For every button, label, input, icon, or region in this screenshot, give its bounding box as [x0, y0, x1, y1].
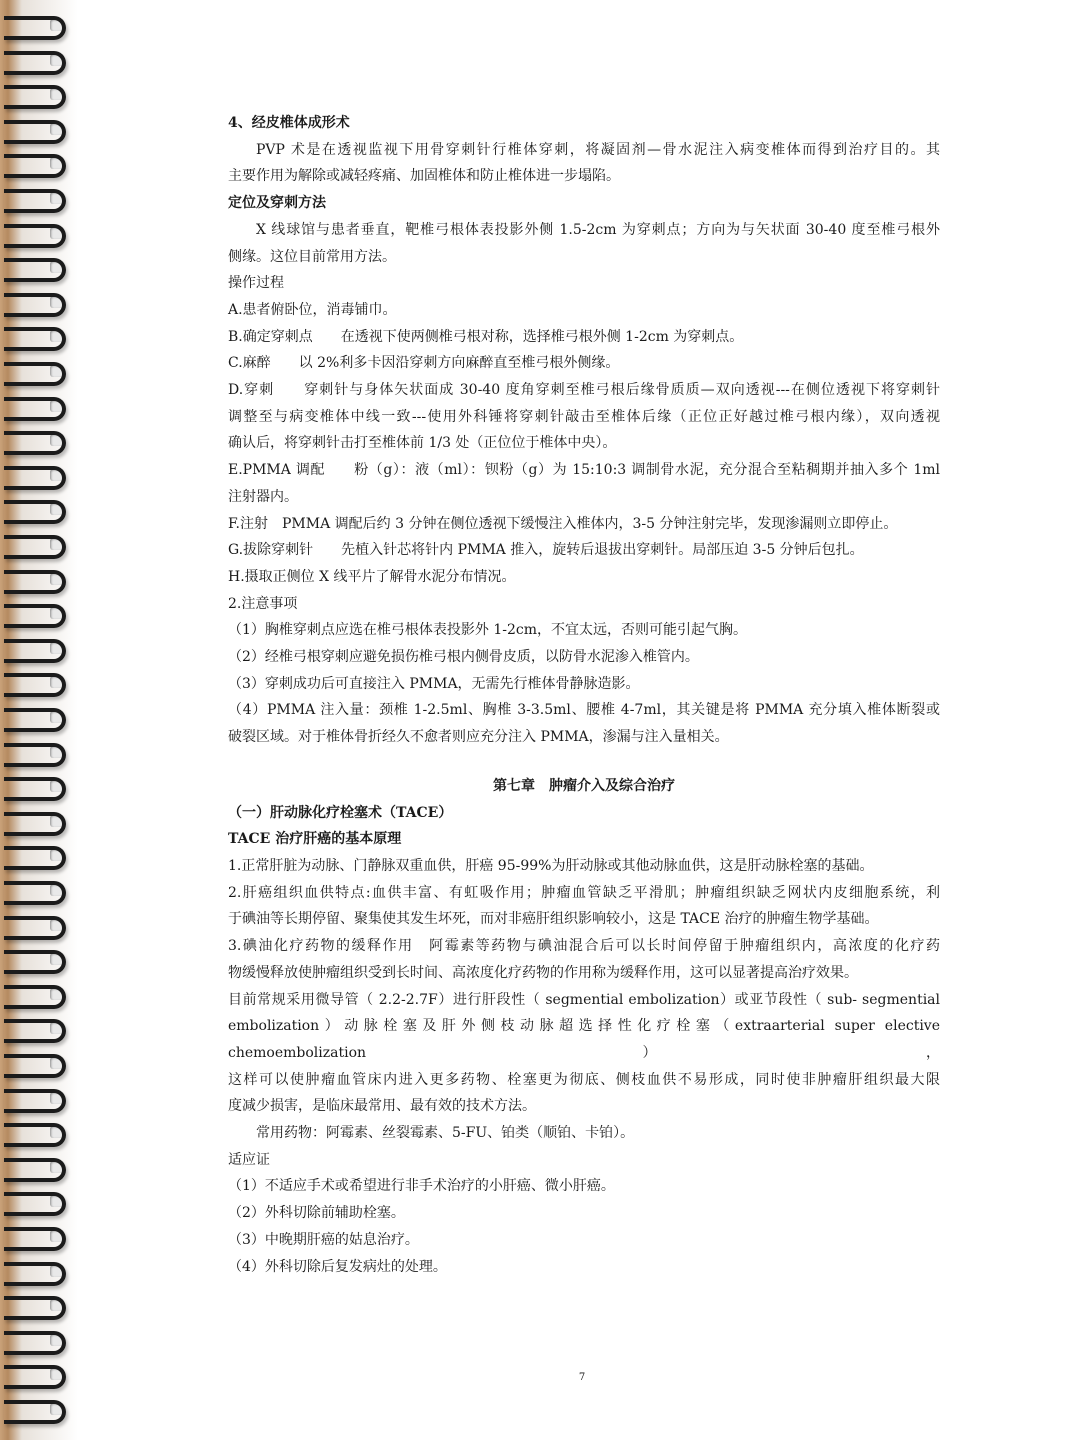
binding-wire: [4, 362, 66, 386]
text-line: 侧缘。这位目前常用方法。: [228, 248, 396, 265]
text-line: X 线球馆与患者垂直，靶椎弓根体表投影外侧 1.5-2cm 为穿刺点；方向为与矢状面 30-40 度至椎弓根外: [256, 221, 940, 238]
binding-ring: [0, 1083, 72, 1113]
binding-wire: [4, 1331, 66, 1355]
binding-ring: [0, 252, 72, 282]
binding-wire: [4, 1089, 66, 1113]
binding-wire: [4, 397, 66, 421]
binding-wire: [4, 777, 66, 801]
binding-wire: [4, 189, 66, 213]
binding-ring: [0, 148, 72, 178]
text-line: （4）外科切除后复发病灶的处理。: [228, 1258, 447, 1275]
binding-wire: [4, 1227, 66, 1251]
binding-wire: [4, 639, 66, 663]
binding-ring: [0, 702, 72, 732]
text-line: 调整至与病变椎体中线一致---使用外科锤将穿刺针敲击至椎体后缘（正位正好越过椎弓根内缘），双向透视: [228, 408, 940, 425]
binding-ring: [0, 356, 72, 386]
binding-wire: [4, 1123, 66, 1147]
binding-wire: [4, 1296, 66, 1320]
binding-ring: [0, 1256, 72, 1286]
binding-wire: [4, 154, 66, 178]
heading-line: 4、经皮椎体成形术: [228, 115, 350, 131]
page-number: 7: [578, 1372, 586, 1383]
binding-wire: [4, 466, 66, 490]
binding-ring: [0, 564, 72, 594]
binding-wire: [4, 570, 66, 594]
heading-line: TACE 治疗肝癌的基本原理: [228, 831, 402, 848]
text-line: 操作过程: [228, 275, 284, 292]
text-line: A.患者俯卧位，消毒铺巾。: [228, 301, 397, 318]
text-line: G.拔除穿刺针 先植入针芯将针内 PMMA 推入，旋转后退拔出穿刺针。局部压迫 3-5 分钟后包扎。: [228, 542, 864, 559]
binding-wire: [4, 708, 66, 732]
binding-ring: [0, 806, 72, 836]
text-line: （2）经椎弓根穿刺应避免损伤椎弓根内侧骨皮质，以防骨水泥渗入椎管内。: [228, 649, 699, 666]
text-line: 1.正常肝脏为动脉、门静脉双重血供，肝癌 95-99%为肝动脉或其他动脉血供，这是肝动脉栓塞的基础。: [228, 857, 874, 874]
binding-ring: [0, 494, 72, 524]
text-line: 于碘油等长期停留、聚集使其发生坏死，而对非癌肝组织影响较小，这是 TACE 治疗的肿瘤生物学基础。: [228, 911, 879, 928]
binding-wire: [4, 1054, 66, 1078]
binding-wire: [4, 1365, 66, 1389]
binding-wire: [4, 431, 66, 455]
binding-wire: [4, 846, 66, 870]
text-line: 主要作用为解除或减轻疼痛、加固椎体和防止椎体进一步塌陷。: [228, 168, 620, 185]
binding-wire: [4, 812, 66, 836]
binding-ring: [0, 1048, 72, 1078]
binding-wire: [4, 293, 66, 317]
text-line: 3.碘油化疗药物的缓释作用 阿霉素等药物与碘油混合后可以长时间停留于肿瘤组织内，高浓度的化疗药: [228, 938, 940, 955]
binding-wire: [4, 743, 66, 767]
binding-wire: [4, 950, 66, 974]
binding-ring: [0, 529, 72, 559]
binding-ring: [0, 633, 72, 663]
binding-ring: [0, 737, 72, 767]
text-line: D.穿刺 穿刺针与身体矢状面成 30-40 度角穿刺至椎弓根后缘骨质质—双向透视---在侧位透视下将穿刺针: [228, 382, 940, 399]
text-line: 目前常规采用微导管（ 2.2-2.7F）进行肝段性（ segmential embolization）或亚节段性（ sub- segmential: [228, 991, 940, 1008]
binding-ring: [0, 287, 72, 317]
binding-ring: [0, 1394, 72, 1424]
binding-wire: [4, 881, 66, 905]
binding-wire: [4, 500, 66, 524]
binding-ring: [0, 114, 72, 144]
text-line: 破裂区域。对于椎体骨折经久不愈者则应充分注入 PMMA，渗漏与注入量相关。: [228, 729, 729, 746]
binding-wire: [4, 16, 66, 40]
binding-wire: [4, 258, 66, 282]
binding-ring: [0, 183, 72, 213]
text-line: F.注射 PMMA 调配后约 3 分钟在侧位透视下缓慢注入椎体内，3-5 分钟注射完毕，发现渗漏则立即停止。: [228, 515, 898, 532]
text-line: 确认后，将穿刺针击打至椎体前 1/3 处（正位位于椎体中央）。: [228, 435, 617, 452]
binding-ring: [0, 425, 72, 455]
binding-ring: [0, 875, 72, 905]
binding-wire: [4, 673, 66, 697]
binding-ring: [0, 979, 72, 1009]
text-line: （3）中晚期肝癌的姑息治疗。: [228, 1231, 419, 1248]
document-page: [228, 110, 940, 1280]
binding-ring: [0, 1117, 72, 1147]
text-line: E.PMMA 调配 粉（g）：液（ml）：钡粉（g）为 15:10:3 调制骨水泥，充分混合至粘稠期并抽入多个 1ml: [228, 462, 940, 479]
binding-wire: [4, 535, 66, 559]
binding-wire: [4, 85, 66, 109]
text-line: C.麻醉 以 2%利多卡因沿穿刺方向麻醉直至椎弓根外侧缘。: [228, 355, 620, 372]
binding-ring: [0, 1152, 72, 1182]
binding-ring: [0, 910, 72, 940]
binding-wire: [4, 1192, 66, 1216]
binding-ring: [0, 667, 72, 697]
binding-ring: [0, 944, 72, 974]
binding-ring: [0, 460, 72, 490]
binding-ring: [0, 771, 72, 801]
text-line: 2.肝癌组织血供特点:血供丰富、有虹吸作用；肿瘤血管缺乏平滑肌；肿瘤组织缺乏网状内皮细胞系统，利: [228, 884, 940, 901]
binding-ring: [0, 79, 72, 109]
binding-ring: [0, 391, 72, 421]
binding-ring: [0, 1013, 72, 1043]
binding-ring: [0, 321, 72, 351]
text-line: （1）胸椎穿刺点应选在椎弓根体表投影外 1-2cm，不宜太远，否则可能引起气胸。: [228, 622, 748, 639]
binding-ring: [0, 1221, 72, 1251]
binding-ring: [0, 840, 72, 870]
text-line: 度减少损害，是临床最常用、最有效的技术方法。: [228, 1098, 536, 1115]
text-line: 物缓慢释放使肿瘤组织受到长时间、高浓度化疗药物的作用称为缓释作用，这可以显著提高治疗效果。: [228, 964, 858, 981]
binding-ring: [0, 45, 72, 75]
binding-wire: [4, 1158, 66, 1182]
text-line: PVP 术是在透视监视下用骨穿刺针行椎体穿刺，将凝固剂—骨水泥注入病变椎体而得到治疗目的。其: [256, 141, 940, 158]
binding-wire: [4, 604, 66, 628]
text-line: 2.注意事项: [228, 595, 298, 612]
section-gap: [228, 751, 940, 773]
binding-ring: [0, 1325, 72, 1355]
text-line: 常用药物：阿霉素、丝裂霉素、5-FU、铂类（顺铂、卡铂）。: [256, 1125, 635, 1142]
binding-wire: [4, 1262, 66, 1286]
binding-wire: [4, 916, 66, 940]
text-line: （1）不适应手术或希望进行非手术治疗的小肝癌、微小肝癌。: [228, 1178, 615, 1195]
heading-line: 定位及穿刺方法: [228, 195, 326, 212]
text-line: 注射器内。: [228, 488, 298, 505]
binding-wire: [4, 120, 66, 144]
binding-ring: [0, 598, 72, 628]
text-line: 适应证: [228, 1151, 270, 1168]
binding-ring: [0, 1359, 72, 1389]
binding-ring: [0, 10, 72, 40]
binding-wire: [4, 224, 66, 248]
heading-line: （一）肝动脉化疗栓塞术（TACE）: [228, 804, 453, 821]
text-line: embolization）动脉栓塞及肝外侧枝动脉超选择性化疗栓塞（extraarterial super elective chemoembolization），: [228, 1018, 940, 1061]
binding-ring: [0, 1186, 72, 1216]
binding-wire: [4, 985, 66, 1009]
binding-wire: [4, 51, 66, 75]
text-line: （4）PMMA 注入量：颈椎 1-2.5ml、胸椎 3-3.5ml、腰椎 4-7ml，其关键是将 PMMA 充分填入椎体断裂或: [228, 702, 940, 719]
text-line: （3）穿刺成功后可直接注入 PMMA，无需先行椎体骨静脉造影。: [228, 675, 640, 692]
text-line: （2）外科切除前辅助栓塞。: [228, 1205, 405, 1222]
binding-wire: [4, 1400, 66, 1424]
text-line: B.确定穿刺点 在透视下使两侧椎弓根对称，选择椎弓根外侧 1-2cm 为穿刺点。: [228, 328, 744, 345]
spiral-binding: [0, 0, 78, 1440]
text-line: 这样可以使肿瘤血管床内进入更多药物、栓塞更为彻底、侧枝血供不易形成，同时使非肿瘤肝组织最大限: [228, 1071, 940, 1088]
text-line: H.摄取正侧位 X 线平片了解骨水泥分布情况。: [228, 568, 516, 585]
binding-ring: [0, 1290, 72, 1320]
heading-line: 第七章 肿瘤介入及综合治疗: [493, 777, 675, 794]
binding-ring: [0, 218, 72, 248]
binding-wire: [4, 327, 66, 351]
binding-wire: [4, 1019, 66, 1043]
